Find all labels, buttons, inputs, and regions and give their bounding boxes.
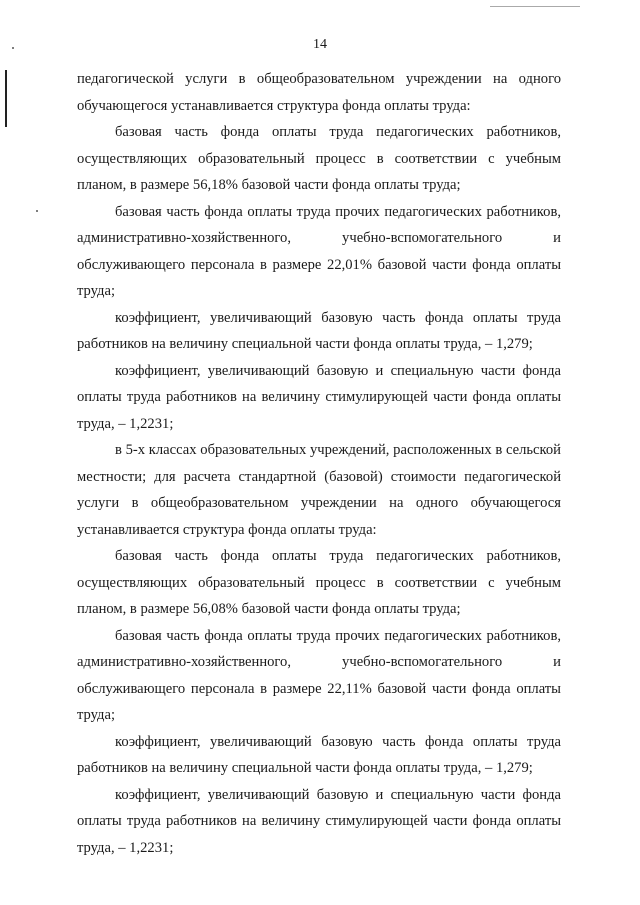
paragraph: коэффициент, увеличивающий базовую часть фонда оплаты труда работников на величину специальной части фонда оплаты труда, – 1,279; [77,733,561,776]
scan-speck [36,210,38,212]
paragraph: коэффициент, увеличивающий базовую и специальную части фонда оплаты труда работников на величину стимулирующей части фонда оплаты труда, – 1,2231; [77,786,561,856]
paragraph: базовая часть фонда оплаты труда педагогических работников, осуществляющих образовательный процесс в соответствии с учебным планом, в размере 56,08% базовой части фонда оплаты труда; [77,548,561,617]
paragraph: коэффициент, увеличивающий базовую и специальную части фонда оплаты труда работников на величину стимулирующей части фонда оплаты труда, – 1,2231; [77,362,561,432]
scan-artifact-left [5,70,7,127]
scan-artifact-top [490,6,580,7]
paragraph: коэффициент, увеличивающий базовую часть фонда оплаты труда работников на величину специальной части фонда оплаты труда, – 1,279; [77,309,561,352]
paragraph: педагогической услуги в общеобразовательном учреждении на одного обучающегося устанавливается структура фонда оплаты труда: [77,71,561,114]
paragraph: базовая часть фонда оплаты труда прочих педагогических работников, административно-хозяйственного, учебно-вспомогательного и обслуживающего персонала в размере 22,01% базовой части фонда оплаты труда; [77,203,561,299]
paragraph: в 5-х классах образовательных учреждений, расположенных в сельской местности; для расчета стандартной (базовой) стоимости педагогической услуги в общеобразовательном учреждении на одного обучающегося устанавливается структура фонда оплаты труда: [77,442,561,538]
page-number: 14 [313,37,327,52]
body-text [77,66,561,861]
paragraph: базовая часть фонда оплаты труда педагогических работников, осуществляющих образовательный процесс в соответствии с учебным планом, в размере 56,18% базовой части фонда оплаты труда; [77,124,561,193]
paragraph: базовая часть фонда оплаты труда прочих педагогических работников, административно-хозяйственного, учебно-вспомогательного и обслуживающего персонала в размере 22,11% базовой части фонда оплаты труда; [77,627,561,723]
